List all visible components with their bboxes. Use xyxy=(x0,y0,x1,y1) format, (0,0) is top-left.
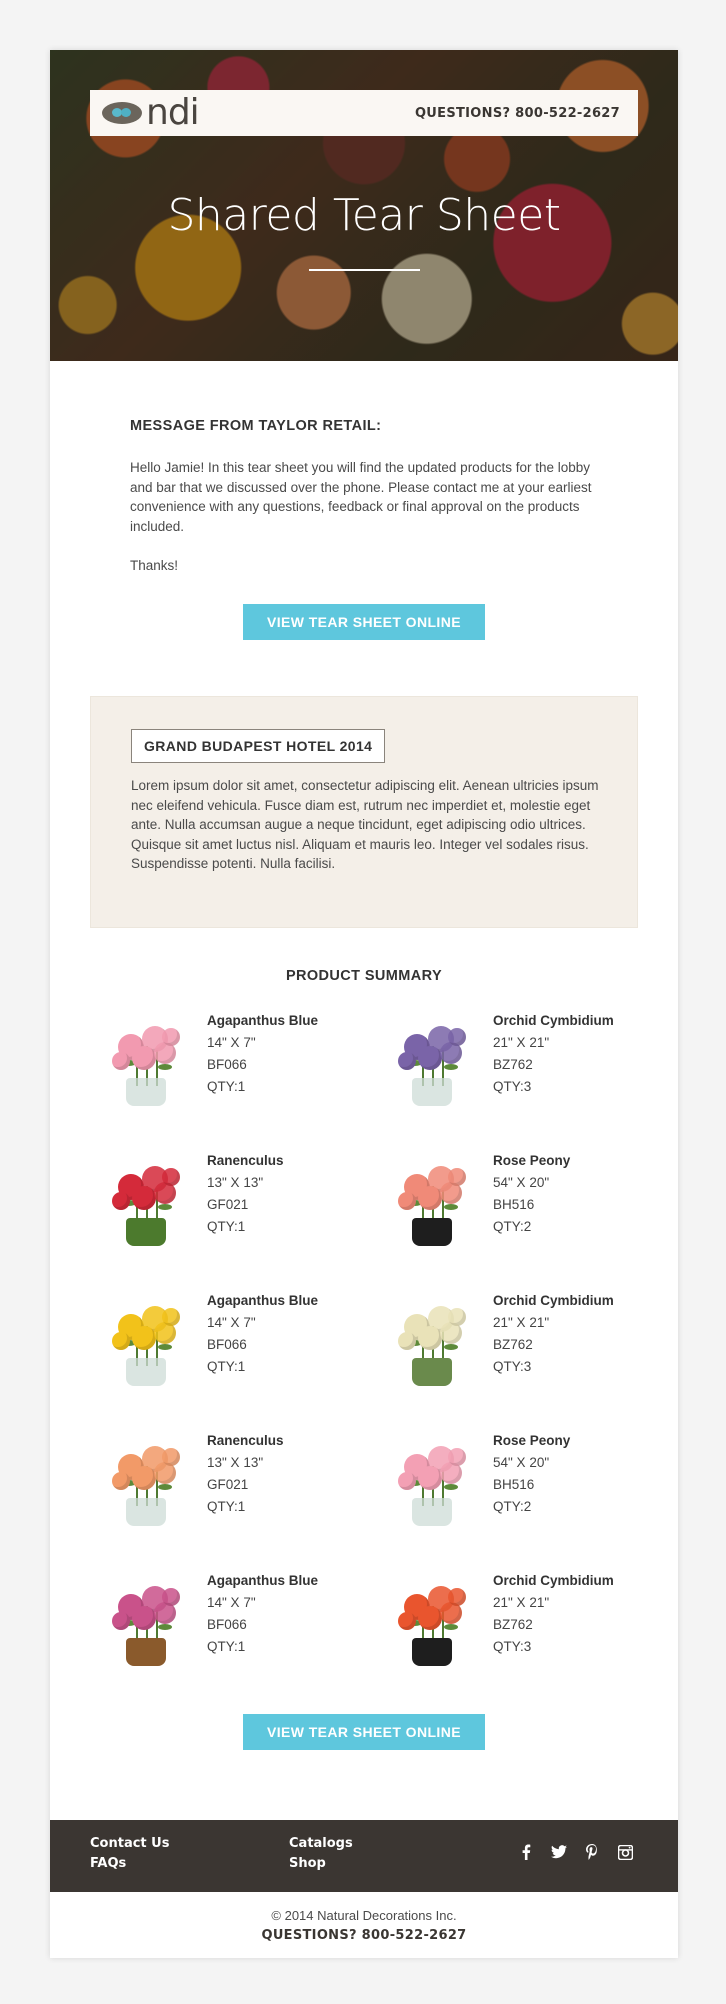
product-image[interactable] xyxy=(98,1576,194,1672)
product-sku: GF021 xyxy=(207,1477,249,1492)
hero-banner xyxy=(50,50,678,361)
product-qty: QTY:2 xyxy=(493,1499,532,1514)
product-image[interactable] xyxy=(384,1296,480,1392)
footer xyxy=(50,1820,678,1892)
product-size: 21" X 21" xyxy=(493,1315,550,1330)
logo-text: ndi xyxy=(146,92,199,133)
product-image[interactable] xyxy=(98,1156,194,1252)
message-body: Hello Jamie! In this tear sheet you will find the updated products for the lobby and bar that we discussed over the phone. Please contact me at your earliest convenience with any questions, feedback or final approval on the products included. xyxy=(130,460,592,534)
product-image[interactable] xyxy=(98,1436,194,1532)
product-sku: BZ762 xyxy=(493,1057,533,1072)
product-sku: BZ762 xyxy=(493,1617,533,1632)
footer-link-shop[interactable]: Shop xyxy=(289,1856,326,1871)
ndi-logo[interactable] xyxy=(102,92,199,133)
twitter-icon[interactable] xyxy=(551,1844,567,1860)
product-sku: BF066 xyxy=(207,1617,247,1632)
product-name[interactable]: Agapanthus Blue xyxy=(207,1293,319,1308)
product-info xyxy=(493,1150,570,1238)
view-tear-sheet-button-bottom[interactable]: VIEW TEAR SHEET ONLINE xyxy=(243,1714,485,1750)
product-name[interactable]: Orchid Cymbidium xyxy=(493,1293,614,1308)
facebook-icon[interactable] xyxy=(518,1844,534,1860)
product-card[interactable] xyxy=(90,1010,360,1120)
product-sku: BH516 xyxy=(493,1197,535,1212)
product-info xyxy=(493,1010,614,1098)
product-qty: QTY:3 xyxy=(493,1079,532,1094)
project-name-tag: GRAND BUDAPEST HOTEL 2014 xyxy=(131,729,385,763)
product-name[interactable]: Ranenculus xyxy=(207,1433,284,1448)
product-sku: BZ762 xyxy=(493,1337,533,1352)
product-image[interactable] xyxy=(384,1576,480,1672)
product-qty: QTY:1 xyxy=(207,1219,246,1234)
product-name[interactable]: Rose Peony xyxy=(493,1153,571,1168)
product-info xyxy=(207,1430,284,1518)
product-image[interactable] xyxy=(384,1016,480,1112)
hero-divider xyxy=(309,269,420,271)
product-qty: QTY:3 xyxy=(493,1359,532,1374)
product-card[interactable] xyxy=(376,1010,646,1120)
product-qty: QTY:1 xyxy=(207,1079,246,1094)
product-image[interactable] xyxy=(98,1016,194,1112)
footer-link-catalogs[interactable]: Catalogs xyxy=(289,1836,353,1851)
product-card[interactable] xyxy=(90,1290,360,1400)
product-qty: QTY:1 xyxy=(207,1499,246,1514)
product-size: 21" X 21" xyxy=(493,1595,550,1610)
footer-link-faqs[interactable]: FAQs xyxy=(90,1856,127,1871)
product-sku: BH516 xyxy=(493,1477,535,1492)
instagram-icon[interactable] xyxy=(617,1844,633,1860)
product-card[interactable] xyxy=(376,1150,646,1260)
product-name[interactable]: Agapanthus Blue xyxy=(207,1573,319,1588)
product-size: 14" X 7" xyxy=(207,1315,256,1330)
message-section xyxy=(130,418,600,573)
product-qty: QTY:1 xyxy=(207,1639,246,1654)
product-card[interactable] xyxy=(376,1430,646,1540)
product-name[interactable]: Orchid Cymbidium xyxy=(493,1013,614,1028)
product-card[interactable] xyxy=(376,1570,646,1680)
product-size: 14" X 7" xyxy=(207,1595,256,1610)
view-tear-sheet-button-top[interactable]: VIEW TEAR SHEET ONLINE xyxy=(243,604,485,640)
product-qty: QTY:2 xyxy=(493,1219,532,1234)
product-info xyxy=(207,1010,318,1098)
product-size: 14" X 7" xyxy=(207,1035,256,1050)
footer-phone[interactable]: QUESTIONS? 800-522-2627 xyxy=(261,1928,467,1943)
product-size: 13" X 13" xyxy=(207,1455,264,1470)
product-info xyxy=(207,1570,318,1658)
product-image[interactable] xyxy=(384,1156,480,1252)
product-card[interactable] xyxy=(90,1430,360,1540)
message-heading: MESSAGE FROM TAYLOR RETAIL: xyxy=(130,418,382,434)
product-size: 54" X 20" xyxy=(493,1455,550,1470)
hero-title: Shared Tear Sheet xyxy=(167,190,561,241)
header-phone[interactable]: QUESTIONS? 800-522-2627 xyxy=(414,105,620,121)
product-card[interactable] xyxy=(90,1570,360,1680)
product-name[interactable]: Ranenculus xyxy=(207,1153,284,1168)
email-container xyxy=(50,50,678,1958)
product-card[interactable] xyxy=(376,1290,646,1400)
pinterest-icon[interactable] xyxy=(584,1844,600,1860)
product-size: 54" X 20" xyxy=(493,1175,550,1190)
product-sku: GF021 xyxy=(207,1197,249,1212)
product-size: 21" X 21" xyxy=(493,1035,550,1050)
product-image[interactable] xyxy=(98,1296,194,1392)
product-name[interactable]: Rose Peony xyxy=(493,1433,571,1448)
message-signoff: Thanks! xyxy=(130,558,179,573)
footer-copyright: © 2014 Natural Decorations Inc. xyxy=(271,1908,457,1923)
product-qty: QTY:1 xyxy=(207,1359,246,1374)
product-name[interactable]: Agapanthus Blue xyxy=(207,1013,319,1028)
nest-logo-icon xyxy=(102,100,142,126)
product-info xyxy=(493,1430,570,1518)
footer-link-contact-us[interactable]: Contact Us xyxy=(90,1836,170,1851)
product-info xyxy=(493,1290,614,1378)
header-bar xyxy=(90,90,638,136)
product-info xyxy=(493,1570,614,1658)
product-sku: BF066 xyxy=(207,1337,247,1352)
project-box xyxy=(90,696,638,928)
product-summary-title: PRODUCT SUMMARY xyxy=(285,968,443,984)
product-qty: QTY:3 xyxy=(493,1639,532,1654)
product-image[interactable] xyxy=(384,1436,480,1532)
product-name[interactable]: Orchid Cymbidium xyxy=(493,1573,614,1588)
product-size: 13" X 13" xyxy=(207,1175,264,1190)
product-info xyxy=(207,1150,284,1238)
product-sku: BF066 xyxy=(207,1057,247,1072)
product-info xyxy=(207,1290,318,1378)
product-card[interactable] xyxy=(90,1150,360,1260)
project-description: Lorem ipsum dolor sit amet, consectetur adipiscing elit. Aenean ultricies ipsum nec eleifend vehicula. Fusce diam est, rutrum nec imperdiet et, molestie eget ante. Nulla accumsan augue a neque tincidunt, eget adipiscing odio ultrices. Quisque sit amet luctus nisl. Aliquam et mauris leo. Integer vel sodales risus. Suspendisse potenti. Nulla facilisi. xyxy=(131,778,599,871)
